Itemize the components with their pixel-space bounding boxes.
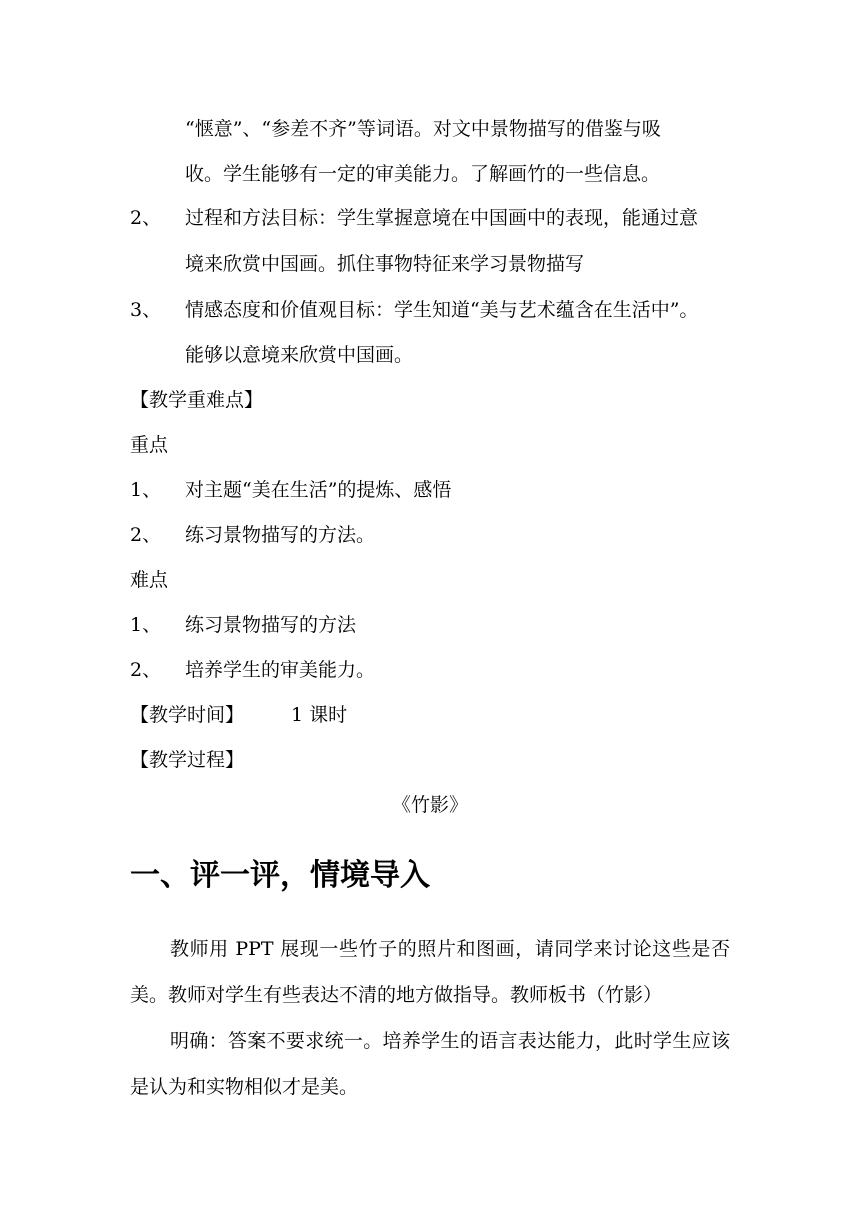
focus-item-2-text: 练习景物描写的方法。 <box>185 524 376 546</box>
teaching-process-label: 【教学过程】 <box>130 749 245 771</box>
key-points-section-title: 【教学重难点】 <box>130 389 264 411</box>
step-1-paragraph-1: 教师用 PPT 展现一些竹子的照片和图画，请同学来讨论这些是否美。教师对学生有些表达不清的地方做指导。教师板书（竹影） <box>130 938 730 1006</box>
focus-item-1-number: 1、 <box>130 479 162 501</box>
goal-2-text-line-1: 过程和方法目标：学生掌握意境在中国画中的表现，能通过意 <box>185 207 699 229</box>
focus-item-1-text: 对主题“美在生活”的提炼、感悟 <box>185 479 452 501</box>
teaching-time-value: 1 课时 <box>291 704 348 726</box>
difficulty-item-1-text: 练习景物描写的方法 <box>185 614 357 636</box>
goal-3-text-line-2: 能够以意境来欣赏中国画。 <box>185 344 414 366</box>
step-1-paragraph-2: 明确：答案不要求统一。培养学生的语言表达能力，此时学生应该是认为和实物相似才是美。 <box>130 1030 730 1098</box>
difficulty-item-2-text: 培养学生的审美能力。 <box>185 659 376 681</box>
goal-2-number: 2、 <box>130 207 162 229</box>
goal-1-text-line-2: 收。学生能够有一定的审美能力。了解画竹的一些信息。 <box>185 163 661 185</box>
difficulty-item-1-number: 1、 <box>130 614 162 636</box>
lesson-title: 《竹影》 <box>391 794 468 816</box>
difficulty-item-2-number: 2、 <box>130 659 162 681</box>
goal-3-text-line-1: 情感态度和价值观目标：学生知道“美与艺术蕴含在生活中”。 <box>185 299 699 321</box>
focus-label: 重点 <box>130 434 169 456</box>
step-1-heading: 一、评一评，情境导入 <box>130 858 430 893</box>
goal-2-text-line-2: 境来欣赏中国画。抓住事物特征来学习景物描写 <box>185 253 585 275</box>
goal-3-number: 3、 <box>130 299 162 321</box>
difficulty-label: 难点 <box>130 569 169 591</box>
teaching-time-label: 【教学时间】 <box>130 704 245 726</box>
goal-1-text-line-1: “惬意”、“参差不齐”等词语。对文中景物描写的借鉴与吸 <box>185 118 661 140</box>
focus-item-2-number: 2、 <box>130 524 162 546</box>
